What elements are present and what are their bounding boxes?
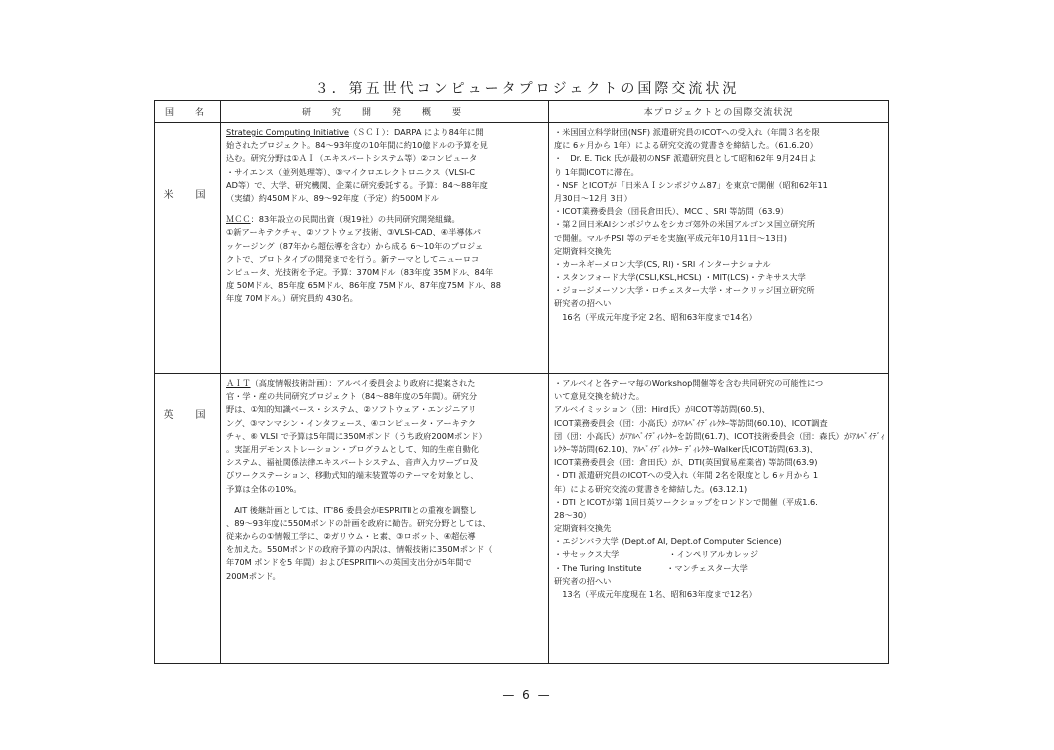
text-line: 月30日～12月 3日） [554,192,632,203]
text-line: （実績）約450Mドル、89～92年度（予定）約500Mドル [226,192,439,203]
text-line: 度に 6ヶ月から 1年）による研究交流の覚書きを締結した。（61.6.20） [554,140,818,151]
text-line: ング、③マンマシン・インタフェース、④コンピュータ・アーキテク [226,417,476,428]
header-overview: 研 究 開 発 概 要 [221,101,549,123]
text-line: 定期資料交換先 [554,523,612,534]
underlined-heading: ＡＩＴ [226,378,251,388]
country-label: 英 国 [163,410,212,421]
overview-text [221,374,548,585]
header-row [155,101,889,123]
text-line: 官・学・産の共同研究プロジェクト（84～88年度の5年間）。研究分 [226,391,478,402]
overview-cell [221,374,549,664]
text-line: ﾚｸﾀｰ等訪問(62.10)、ｱﾙﾍﾞｲﾃﾞｨﾚｸﾀｰ ﾃﾞｨﾚｸﾀｰWalker氏ICOT訪問(63.3)、 [554,443,818,454]
text-line: ICOT業務委員会（団：倉田氏）が、DTI(英国貿易産業省) 等訪問(63.9) [554,457,818,468]
text-line: 年度 70Mドル。）研究員約 430名。 [226,293,358,304]
underlined-heading: Strategic Computing Initiative [226,127,349,137]
text-line: ・ICOT業務委員会（団長倉田氏）、MCC 、SRI 等訪問（63.9） [554,206,789,217]
text-line: 200Mポンド。 [226,570,281,581]
text-line: 定期資料交換先 [554,245,612,256]
text-line: 研究者の招へい [554,575,612,586]
table-row [155,123,889,374]
text-line: ・第２回日米AIシンポジウムをシカゴ郊外の米国アルゴンヌ国立研究所 [554,219,815,230]
text-line: ・カーネギーメロン大学(CS, RI)・SRI インターナショナル [554,258,771,269]
text-line: システム、福祉関係法律エキスパートシステム、音声入力ワープロ及 [226,457,479,468]
country-label: 米 国 [163,190,212,201]
text-line: ンピュータ、光技術を予定。予算：370Mドル（83年度 35Mドル、84年 [226,266,494,277]
text-line: ・DTI 派遣研究員のICOTへの受入れ（年間 2名を限度とし 6ヶ月から 1 [554,470,819,481]
country-cell [155,374,221,664]
overview-cell [221,123,549,374]
text-line: を加えた。550Mポンドの政府予算の内訳は、情報技術に350Mポンド（ [226,544,493,555]
table-row [155,374,889,664]
text-line: ・The Turing Institute ・マンチェスター大学 [554,562,748,573]
text-line: 年）による研究交流の覚書きを締結した。(63.12.1) [554,483,748,494]
exchange-text [549,123,888,326]
text-line: ・スタンフォード大学(CSLI,KSL,HCSL) ・MIT(LCS)・テキサス大学 [554,272,806,283]
page-title: ３．第五世代コンピュータプロジェクトの国際交流状況 [314,81,740,97]
text-line: Strategic Computing Initiative（ＳＣＩ）：DARPA により84年に開 [226,127,484,137]
header-exchange: 本プロジェクトとの国際交流状況 [549,101,889,123]
text-line: チャ、⑥ VLSI で予算は5年間に350Mポンド（うち政府200Mポンド） [226,430,487,441]
text-line: ICOT業務委員会（団：小高氏）がｱﾙﾍﾞｲﾃﾞｨﾚｸﾀｰ等訪問(60.10)、ICOT調査 [554,417,828,428]
text-line: ッケージング（87年から超伝導を含む）から成る 6～10年のプロジェ [226,240,484,251]
exchange-cell [549,374,889,664]
text-line: ・ Dr. E. Tick 氏が最初のNSF 派遣研究員として昭和62年 9月24日よ [554,153,817,164]
text-line: 年70M ポンドを5 年間）およびESPRITⅡへの英国支出分が5年間で [226,557,472,568]
text-line: ・サイエンス（並列処理等）、③マイクロエレクトロニクス（VLSI-C [226,166,476,177]
text-line: ・サセックス大学 ・インペリアルカレッジ [554,549,759,560]
text-line: AD等）で、大学、研究機関、企業に研究委託する。予算：84～88年度 [226,179,488,190]
text-line [226,205,545,213]
exchange-text [549,374,888,603]
text-line: ・エジンバラ大学 (Dept.of AI, Dept.of Computer Science) [554,536,782,547]
overview-text [221,123,548,307]
text-line: ・DTI とICOTが第 1回日英ワークショップをロンドンで開催（平成1.6. [554,496,818,507]
text-line: で開催。マルチPSI 等のデモを実施(平成元年10月11日～13日) [554,232,787,243]
header-country: 国 名 [155,101,221,123]
text-line: ・NSF とICOTが「日米ＡＩシンポジウム87」を東京で開催（昭和62年11 [554,179,828,190]
text-line: 団（団：小高氏）がｱﾙﾍﾞｲﾃﾞｨﾚｸﾀｰを訪問(61.7)、ICOT技術委員会（団：森氏）がｱﾙﾍﾞｲﾃﾞｨ [554,430,885,441]
text-line [226,496,545,504]
exchange-cell [549,123,889,374]
text-line: ＭＣＣ：83年設立の民間出資（現19社）の共同研究開発組織。 [226,214,460,225]
text-line: クトで、プロトタイプの開発までを行う。新テーマとしてニューロコ [226,253,480,264]
text-line: ・ジョージメーソン大学・ロチェスター大学・オークリッジ国立研究所 [554,285,815,296]
text-line: 28～30） [554,509,592,520]
text-line: 予算は全体の10%。 [226,483,302,494]
country-cell [155,123,221,374]
text-line: AIT 後継計画としては、IT'86 委員会がESPRITⅡとの重複を調整し [226,504,477,515]
text-line: 13名（平成元年度現在 1名、昭和63年度まで12名） [554,589,757,599]
text-line: り 1年間ICOTに滞在。 [554,166,639,177]
text-line: びワークステーション、移動式知的端末装置等のテーマを対象とし、 [226,470,479,481]
text-line: 研究者の招へい [554,298,612,309]
exchange-table [154,100,889,664]
page-number: — 6 — [502,688,552,702]
underlined-heading: ＭＣＣ [226,214,251,225]
text-line: ①新アーキテクチャ、②ソフトウェア技術、③VLSI-CAD、④半導体パ [226,227,481,238]
text-line: 、89～93年度に550Mポンドの計画を政府に勧告。研究分野としては、 [226,517,491,528]
text-line: アルベイミッション（団：Hird氏）がICOT等訪問(60.5)、 [554,404,770,415]
text-line: 度 50Mドル、85年度 65Mドル、86年度 75Mドル、87年度75M ドル、88 [226,280,501,291]
text-line: 16名（平成元年度予定 2名、昭和63年度まで14名） [554,311,757,322]
text-line: ・アルベイと各テーマ毎のWorkshop開催等を含む共同研究の可能性につ [554,378,824,388]
text-line: 野は、①知的知識ベース・システム、②ソフトウェア・エンジニアリ [226,404,477,415]
text-line: いて意見交換を続けた。 [554,391,645,402]
text-line: 従来からの①情報工学に、②ガリウム・ヒ素、③ロボット、④超伝導 [226,531,476,542]
text-line: 始されたプロジェクト。84～93年度の10年間に約10億ドルの予算を見 [226,140,488,151]
text-line: ・米国国立科学財団(NSF) 派遣研究員のICOTへの受入れ（年間３名を限 [554,127,820,137]
text-line: ＡＩＴ（高度情報技術計画）：アルベイ委員会より政府に提案された [226,378,476,388]
text-line: 。実証用デモンストレーション・プログラムとして、知的生産自動化 [226,443,479,454]
text-line: 込む。研究分野は①ＡＩ（エキスパートシステム等）②コンピュータ [226,153,478,164]
